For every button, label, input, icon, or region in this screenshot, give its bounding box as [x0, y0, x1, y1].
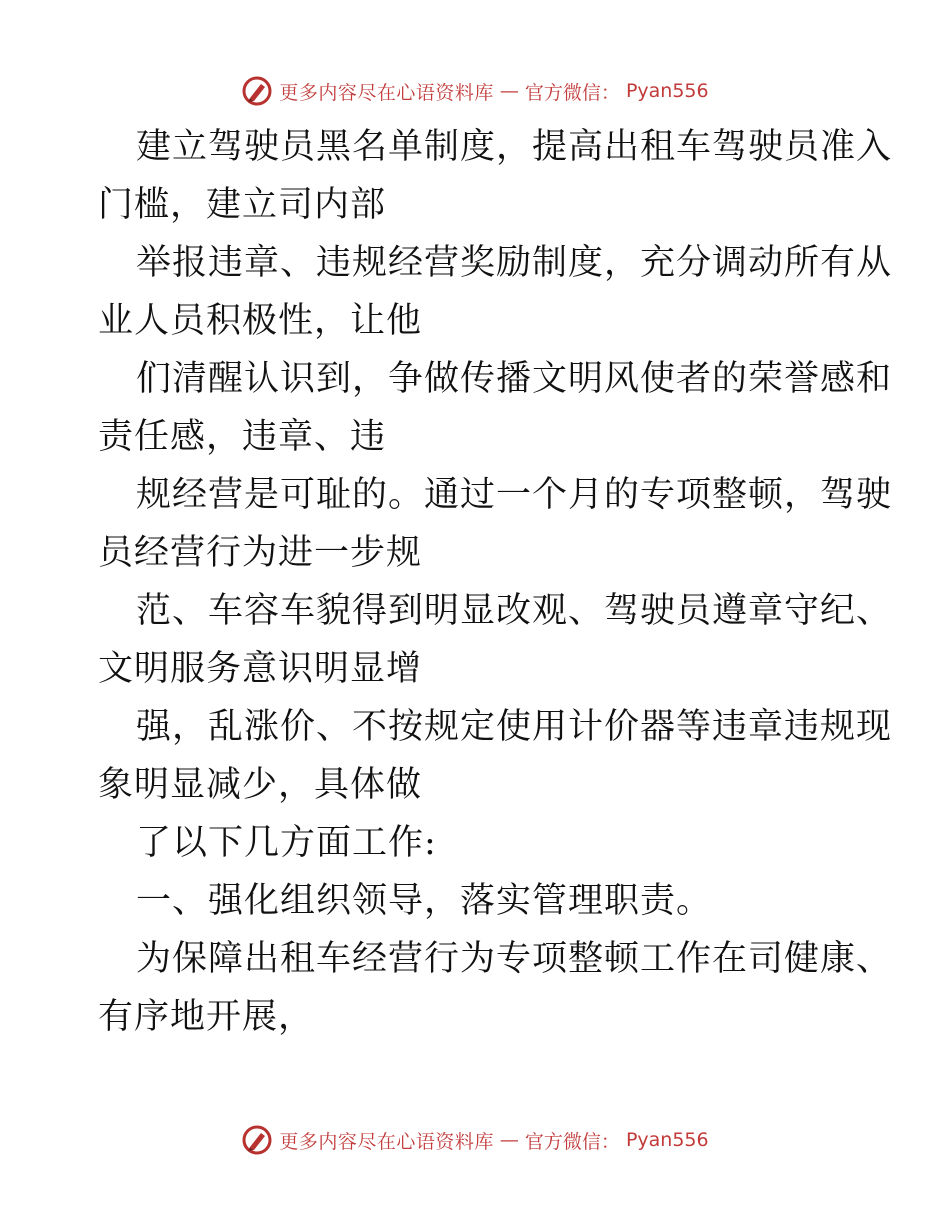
- paragraph-line: 员经营行为进一步规: [98, 533, 423, 573]
- header-banner-content: [241, 75, 708, 107]
- paragraph-line: 建立驾驶员黑名单制度，提高出租车驾驶员准入: [136, 127, 893, 167]
- paragraph-line: 规经营是可耻的。通过一个月的专项整顿，驾驶: [136, 475, 893, 515]
- promo-text: 更多内容尽在心语资料库: [279, 81, 494, 104]
- paragraph-line: 象明显减少，具体做: [98, 765, 423, 805]
- paragraph-line: 门槛，建立司内部: [98, 185, 387, 225]
- wechat-label: 官方微信：: [524, 1130, 620, 1153]
- pen-logo-icon: [241, 1124, 273, 1156]
- wechat-id: Pyan556: [625, 1129, 709, 1151]
- paragraph-line: 了以下几方面工作:: [136, 823, 437, 863]
- paragraph-line: 文明服务意识明显增: [98, 649, 423, 689]
- wechat-label: 官方微信：: [524, 81, 620, 104]
- paragraph-line: 为保障出租车经营行为专项整顿工作在司健康、: [136, 939, 893, 979]
- footer-banner-content: [241, 1124, 708, 1156]
- paragraph-line: 责任感，违章、违: [98, 417, 387, 457]
- promo-text: 更多内容尽在心语资料库: [279, 1130, 494, 1153]
- paragraph-line: 强，乱涨价、不按规定使用计价器等违章违规现: [136, 707, 893, 747]
- document-body: [98, 118, 893, 1046]
- banner-separator: —: [499, 80, 519, 102]
- pen-logo-icon: [241, 75, 273, 107]
- paragraph-line: 业人员积极性，让他: [98, 301, 423, 341]
- wechat-id: Pyan556: [625, 80, 709, 102]
- paragraph-line: 们清醒认识到，争做传播文明风使者的荣誉感和: [136, 359, 893, 399]
- paragraph-line: 范、车容车貌得到明显改观、驾驶员遵章守纪、: [136, 591, 893, 631]
- paragraph-line: 有序地开展，: [98, 997, 315, 1037]
- footer-banner: [0, 1120, 950, 1160]
- banner-separator: —: [499, 1129, 519, 1151]
- header-banner: [0, 71, 950, 111]
- section-heading: 一、强化组织领导，落实管理职责。: [136, 881, 713, 921]
- paragraph-line: 举报违章、违规经营奖励制度，充分调动所有从: [136, 243, 893, 283]
